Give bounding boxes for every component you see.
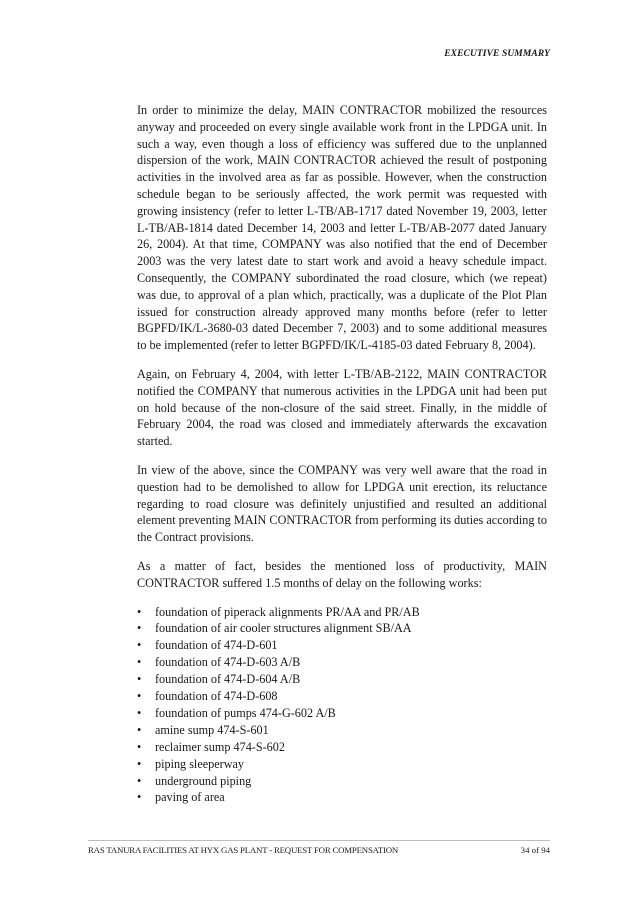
paragraph: As a matter of fact, besides the mentioned loss of productivity, MAIN CONTRACTOR suffered 1.5 months of delay on the following works:	[137, 558, 547, 590]
list-item-text: paving of area	[155, 790, 225, 805]
document-body	[137, 102, 547, 806]
list-item-text: underground piping	[155, 773, 252, 788]
list-item-text: foundation of air cooler structures alignment SB/AA	[155, 621, 412, 636]
footer-page-number: 34 of 94	[520, 845, 550, 855]
bullet-icon: •	[137, 705, 142, 720]
list-item	[137, 756, 547, 773]
list-item	[137, 722, 547, 739]
list-item-text: foundation of 474-D-601	[155, 638, 278, 653]
list-item	[137, 604, 547, 621]
bullet-icon: •	[137, 672, 142, 687]
bullet-icon: •	[137, 655, 142, 670]
bullet-icon: •	[137, 773, 142, 788]
footer-document-title: RAS TANURA FACILITIES AT HYX GAS PLANT - REQUEST FOR COMPENSATION	[88, 845, 399, 855]
bullet-icon: •	[137, 638, 142, 653]
bullet-icon: •	[137, 621, 142, 636]
list-item	[137, 705, 547, 722]
bullet-icon: •	[137, 790, 142, 805]
list-item-text: foundation of 474-D-603 A/B	[155, 655, 301, 670]
bullet-icon: •	[137, 756, 142, 771]
list-item-text: foundation of pumps 474-G-602 A/B	[155, 705, 336, 720]
list-item	[137, 637, 547, 654]
paragraph: In view of the above, since the COMPANY was very well aware that the road in question had to be demolished to allow for LPDGA unit erection, its reluctance regarding to road closure was definitely unjustified and resulted an additional element preventing MAIN CONTRACTOR from performing its duties according to the Contract provisions.	[137, 462, 547, 545]
bullet-icon: •	[137, 722, 142, 737]
list-item	[137, 671, 547, 688]
list-item	[137, 789, 547, 806]
list-item-text: foundation of 474-D-608	[155, 689, 278, 704]
list-item	[137, 739, 547, 756]
list-item-text: foundation of 474-D-604 A/B	[155, 672, 301, 687]
list-item-text: foundation of piperack alignments PR/AA and PR/AB	[155, 604, 420, 619]
list-item	[137, 620, 547, 637]
list-item-text: amine sump 474-S-601	[155, 722, 269, 737]
paragraph: Again, on February 4, 2004, with letter L-TB/AB-2122, MAIN CONTRACTOR notified the COMPANY that numerous activities in the LPDGA unit had been put on hold because of the non-closure of the said street. Finally, in the middle of February 2004, the road was closed and immediately afterwards the excavation started.	[137, 366, 547, 449]
works-bullet-list	[137, 604, 547, 807]
bullet-icon: •	[137, 739, 142, 754]
footer-divider	[88, 840, 550, 841]
paragraph: In order to minimize the delay, MAIN CONTRACTOR mobilized the resources anyway and proceeded on every single available work front in the LPDGA unit. In such a way, even though a loss of efficiency was suffered due to the unplanned dispersion of the work, MAIN CONTRACTOR achieved the result of postponing activities in the involved area as far as possible. However, when the construction schedule began to be seriously affected, the work permit was requested with growing insistency (refer to letter L-TB/AB-1717 dated November 19, 2003, letter L-TB/AB-1814 dated December 14, 2003 and letter L-TB/AB-2077 dated January 26, 2004). At that time, COMPANY was also notified that the end of December 2003 was the very latest date to start work and avoid a heavy schedule impact. Consequently, the COMPANY subordinated the road closure, which (we repeat) was due, to approval of a plan which, practically, was a duplicate of the Plot Plan issued for construction already approved many months before (refer to letter BGPFD/IK/L-3680-03 dated December 7, 2003) and to some additional measures to be implemented (refer to letter BGPFD/IK/L-4185-03 dated February 8, 2004).	[137, 103, 547, 353]
list-item	[137, 688, 547, 705]
bullet-icon: •	[137, 689, 142, 704]
list-item	[137, 654, 547, 671]
bullet-icon: •	[137, 604, 142, 619]
list-item-text: piping sleeperway	[155, 756, 245, 771]
page-header-title: EXECUTIVE SUMMARY	[444, 49, 550, 59]
list-item-text: reclaimer sump 474-S-602	[155, 739, 285, 754]
list-item	[137, 773, 547, 790]
